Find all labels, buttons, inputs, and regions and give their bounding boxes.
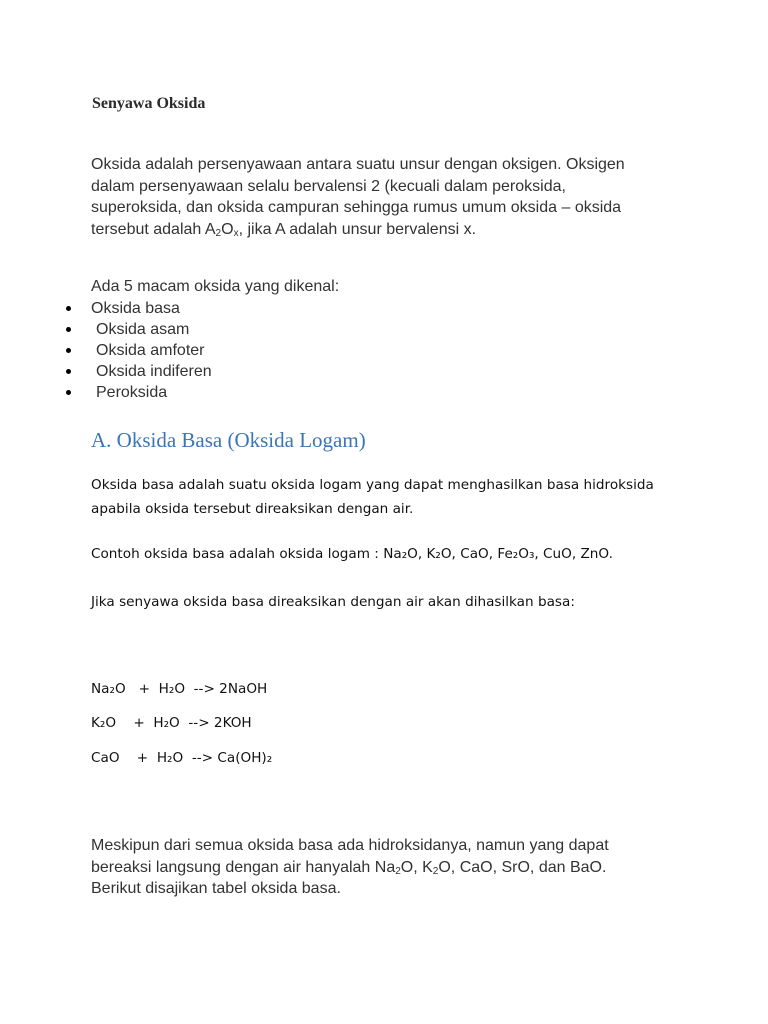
reaction-intro: Jika senyawa oksida basa direaksikan dengan air akan dihasilkan basa: bbox=[91, 594, 575, 610]
intro-line: superoksida, dan oksida campuran sehingga rumus umum oksida – oksida bbox=[91, 199, 622, 216]
intro-text: O bbox=[221, 220, 234, 238]
list-item-label: Peroksida bbox=[96, 384, 168, 401]
subscript: x bbox=[233, 227, 239, 239]
bullet-icon bbox=[66, 306, 71, 311]
list-item-label: Oksida indiferen bbox=[96, 363, 212, 380]
subscript: 2 bbox=[395, 865, 401, 877]
page-title: Senyawa Oksida bbox=[92, 95, 206, 112]
list-item bbox=[0, 382, 212, 403]
paragraph-line: apabila oksida tersebut direaksikan dengan air. bbox=[91, 501, 414, 517]
subscript: 2 bbox=[215, 227, 222, 239]
bullet-icon bbox=[66, 390, 71, 395]
intro-paragraph bbox=[91, 154, 711, 240]
paragraph-line: Oksida basa adalah suatu oksida logam yang dapat menghasilkan basa hidroksida bbox=[91, 477, 654, 493]
intro-line: Oksida adalah persenyawaan antara suatu unsur dengan oksigen. Oksigen bbox=[91, 156, 625, 173]
list-item bbox=[0, 340, 212, 361]
section-heading: A. Oksida Basa (Oksida Logam) bbox=[91, 428, 366, 452]
closing-paragraph bbox=[91, 835, 711, 900]
bullet-icon bbox=[66, 369, 71, 374]
intro-text: , jika A adalah unsur bervalensi x. bbox=[238, 220, 477, 238]
closing-text: O, K bbox=[400, 858, 433, 876]
list-item bbox=[0, 319, 212, 340]
paragraph-line bbox=[91, 857, 711, 879]
intro-line: dalam persenyawaan selalu bervalensi 2 (kecuali dalam peroksida, bbox=[91, 177, 566, 195]
bullet-icon bbox=[66, 327, 71, 332]
intro-text: tersebut adalah A bbox=[91, 220, 216, 238]
examples-paragraph: Contoh oksida basa adalah oksida logam : Na₂O, K₂O, CaO, Fe₂O₃, CuO, ZnO. bbox=[91, 546, 613, 562]
oxide-type-list bbox=[0, 298, 212, 403]
closing-text: bereaksi langsung dengan air hanyalah Na bbox=[91, 858, 396, 876]
closing-text: O, CaO, SrO, dan BaO. bbox=[438, 858, 607, 876]
list-item-label: Oksida amfoter bbox=[96, 342, 205, 359]
paragraph-line: Berikut disajikan tabel oksida basa. bbox=[91, 880, 341, 897]
definition-paragraph bbox=[91, 473, 721, 521]
list-item-label: Oksida basa bbox=[91, 300, 180, 317]
bullet-icon bbox=[66, 348, 71, 353]
reaction-equation: Na₂O + H₂O --> 2NaOH bbox=[91, 681, 268, 697]
reaction-equation: CaO + H₂O --> Ca(OH)₂ bbox=[91, 750, 273, 766]
reaction-equation: K₂O + H₂O --> 2KOH bbox=[91, 715, 252, 731]
intro-line bbox=[91, 219, 711, 241]
list-item bbox=[0, 361, 212, 382]
paragraph-line: Meskipun dari semua oksida basa ada hidroksidanya, namun yang dapat bbox=[91, 837, 609, 854]
list-item bbox=[0, 298, 212, 319]
subscript: 2 bbox=[432, 865, 439, 877]
list-item-label: Oksida asam bbox=[96, 321, 190, 338]
list-intro: Ada 5 macam oksida yang dikenal: bbox=[91, 278, 340, 295]
